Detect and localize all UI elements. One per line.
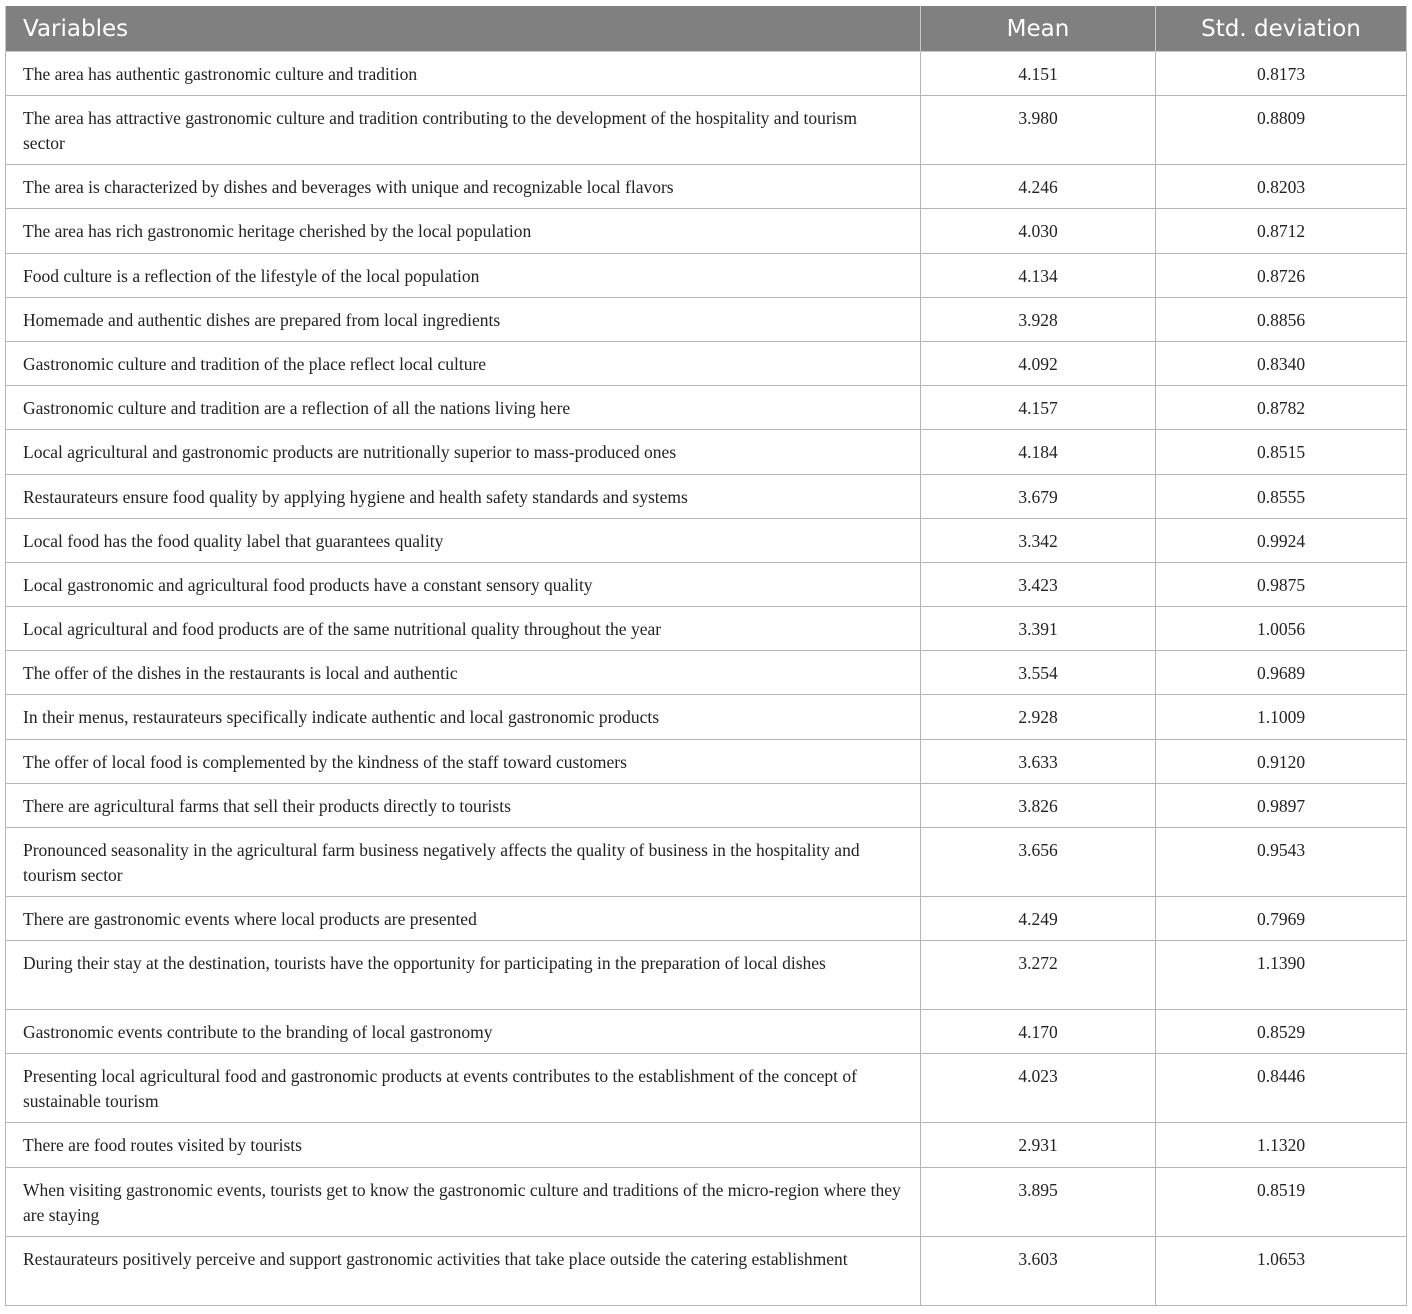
mean-cell: 3.633 [921, 739, 1156, 783]
variable-cell: Presenting local agricultural food and gastronomic products at events contributes to the establishment of the concept of sustainable tourism [6, 1054, 921, 1123]
mean-cell: 4.134 [921, 253, 1156, 297]
variable-cell: Restaurateurs positively perceive and support gastronomic activities that take place outside the catering establishment [6, 1236, 921, 1305]
header-std-deviation: Std. deviation [1156, 6, 1407, 52]
variable-cell: During their stay at the destination, tourists have the opportunity for participating in the preparation of local dishes [6, 941, 921, 1010]
std-cell: 1.0653 [1156, 1236, 1407, 1305]
mean-cell: 3.554 [921, 651, 1156, 695]
header-row [6, 6, 1407, 52]
variable-cell: The area has attractive gastronomic culture and tradition contributing to the development of the hospitality and tourism sector [6, 96, 921, 165]
table-row [6, 474, 1407, 518]
mean-cell: 4.249 [921, 897, 1156, 941]
table-row [6, 96, 1407, 165]
variable-cell: There are agricultural farms that sell their products directly to tourists [6, 783, 921, 827]
std-cell: 0.7969 [1156, 897, 1407, 941]
std-cell: 0.9689 [1156, 651, 1407, 695]
variable-cell: In their menus, restaurateurs specifically indicate authentic and local gastronomic products [6, 695, 921, 739]
table-row [6, 1123, 1407, 1167]
variable-cell: There are food routes visited by tourists [6, 1123, 921, 1167]
std-cell: 0.8856 [1156, 297, 1407, 341]
mean-cell: 3.928 [921, 297, 1156, 341]
mean-cell: 3.895 [921, 1167, 1156, 1236]
std-cell: 0.9897 [1156, 783, 1407, 827]
variable-cell: The area has authentic gastronomic culture and tradition [6, 52, 921, 96]
mean-cell: 4.170 [921, 1010, 1156, 1054]
variable-cell: The area has rich gastronomic heritage cherished by the local population [6, 209, 921, 253]
std-cell: 0.9543 [1156, 828, 1407, 897]
std-cell: 1.1009 [1156, 695, 1407, 739]
variable-cell: Homemade and authentic dishes are prepared from local ingredients [6, 297, 921, 341]
variable-cell: Food culture is a reflection of the lifestyle of the local population [6, 253, 921, 297]
mean-cell: 4.157 [921, 386, 1156, 430]
table-row [6, 739, 1407, 783]
variable-cell: Local food has the food quality label that guarantees quality [6, 518, 921, 562]
variable-cell: Local gastronomic and agricultural food products have a constant sensory quality [6, 562, 921, 606]
mean-cell: 3.391 [921, 607, 1156, 651]
std-cell: 0.8519 [1156, 1167, 1407, 1236]
variable-cell: Gastronomic culture and tradition of the place reflect local culture [6, 341, 921, 385]
variable-cell: When visiting gastronomic events, tourists get to know the gastronomic culture and traditions of the micro-region where they are staying [6, 1167, 921, 1236]
std-cell: 0.8712 [1156, 209, 1407, 253]
table-row [6, 1010, 1407, 1054]
std-cell: 0.8446 [1156, 1054, 1407, 1123]
table-row [6, 941, 1407, 1010]
variable-cell: Gastronomic events contribute to the branding of local gastronomy [6, 1010, 921, 1054]
header-mean: Mean [921, 6, 1156, 52]
table-header [6, 6, 1407, 52]
std-cell: 0.9924 [1156, 518, 1407, 562]
std-cell: 1.1320 [1156, 1123, 1407, 1167]
mean-cell: 3.423 [921, 562, 1156, 606]
std-cell: 1.0056 [1156, 607, 1407, 651]
variable-cell: The offer of the dishes in the restaurants is local and authentic [6, 651, 921, 695]
table-row [6, 1054, 1407, 1123]
table-row [6, 52, 1407, 96]
std-cell: 0.8203 [1156, 165, 1407, 209]
header-variables: Variables [6, 6, 921, 52]
variable-cell: There are gastronomic events where local products are presented [6, 897, 921, 941]
table-row [6, 562, 1407, 606]
table-row [6, 1167, 1407, 1236]
table-row [6, 897, 1407, 941]
table-row [6, 386, 1407, 430]
variable-cell: Pronounced seasonality in the agricultural farm business negatively affects the quality of business in the hospitality and tourism sector [6, 828, 921, 897]
table-row [6, 607, 1407, 651]
mean-cell: 2.931 [921, 1123, 1156, 1167]
std-cell: 0.9875 [1156, 562, 1407, 606]
std-cell: 0.8340 [1156, 341, 1407, 385]
mean-cell: 4.246 [921, 165, 1156, 209]
table-row [6, 518, 1407, 562]
table-row [6, 165, 1407, 209]
mean-cell: 4.023 [921, 1054, 1156, 1123]
table-row [6, 783, 1407, 827]
mean-cell: 4.092 [921, 341, 1156, 385]
table-row [6, 651, 1407, 695]
variable-cell: Local agricultural and gastronomic products are nutritionally superior to mass-produced ones [6, 430, 921, 474]
mean-cell: 3.679 [921, 474, 1156, 518]
std-cell: 0.8809 [1156, 96, 1407, 165]
mean-cell: 4.030 [921, 209, 1156, 253]
table-row [6, 209, 1407, 253]
mean-cell: 4.184 [921, 430, 1156, 474]
std-cell: 0.9120 [1156, 739, 1407, 783]
variable-cell: Local agricultural and food products are of the same nutritional quality throughout the year [6, 607, 921, 651]
std-cell: 1.1390 [1156, 941, 1407, 1010]
mean-cell: 3.272 [921, 941, 1156, 1010]
std-cell: 0.8529 [1156, 1010, 1407, 1054]
std-cell: 0.8515 [1156, 430, 1407, 474]
variable-cell: Restaurateurs ensure food quality by applying hygiene and health safety standards and systems [6, 474, 921, 518]
table-row [6, 341, 1407, 385]
statistics-table [5, 6, 1407, 1306]
std-cell: 0.8173 [1156, 52, 1407, 96]
variable-cell: The area is characterized by dishes and beverages with unique and recognizable local flavors [6, 165, 921, 209]
table-row [6, 297, 1407, 341]
table-row [6, 695, 1407, 739]
mean-cell: 3.603 [921, 1236, 1156, 1305]
table-row [6, 253, 1407, 297]
mean-cell: 3.342 [921, 518, 1156, 562]
mean-cell: 4.151 [921, 52, 1156, 96]
table-row [6, 828, 1407, 897]
mean-cell: 3.980 [921, 96, 1156, 165]
table-body [6, 52, 1407, 1306]
variable-cell: Gastronomic culture and tradition are a reflection of all the nations living here [6, 386, 921, 430]
std-cell: 0.8782 [1156, 386, 1407, 430]
table-row [6, 1236, 1407, 1305]
variable-cell: The offer of local food is complemented by the kindness of the staff toward customers [6, 739, 921, 783]
mean-cell: 3.656 [921, 828, 1156, 897]
mean-cell: 3.826 [921, 783, 1156, 827]
std-cell: 0.8555 [1156, 474, 1407, 518]
mean-cell: 2.928 [921, 695, 1156, 739]
table-row [6, 430, 1407, 474]
std-cell: 0.8726 [1156, 253, 1407, 297]
